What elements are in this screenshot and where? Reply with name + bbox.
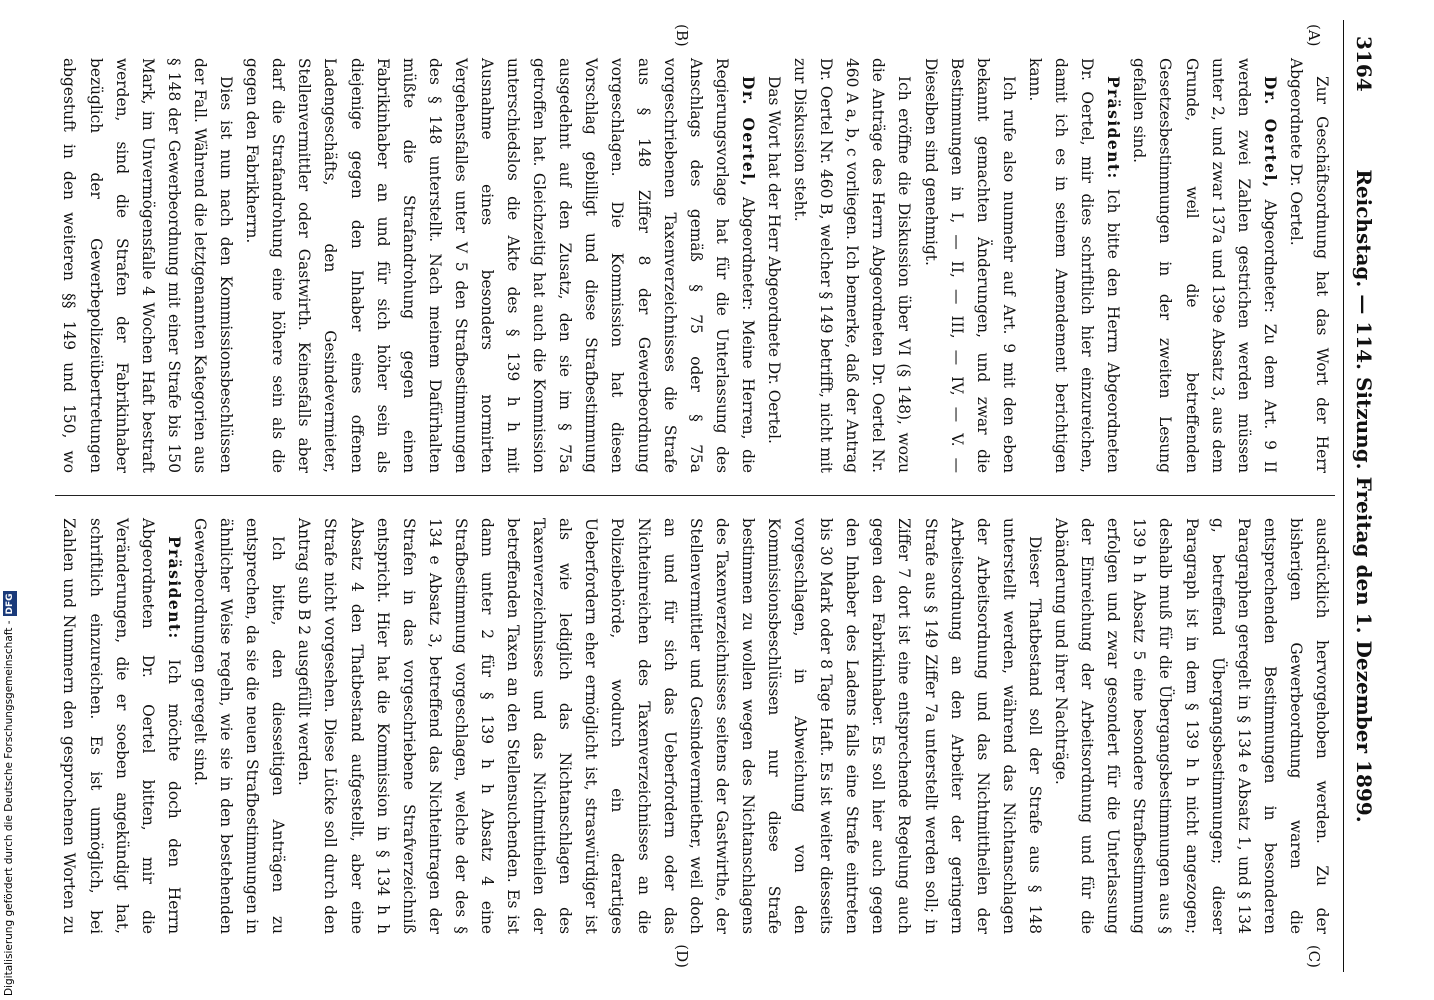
paragraph: Das Wort hat der Herr Abgeordnete Dr. Oertel. bbox=[765, 76, 784, 444]
printed-page bbox=[20, 0, 1414, 1000]
paragraph: Ich rufe also nunmehr auf Art. 9 mit den eben bekannt gemachten Änderungen, und zwar die Bestimmungen in I, — II, — III, — IV, — V. — Dieselben sind genehmigt. bbox=[921, 58, 1018, 473]
digitization-credit bbox=[0, 0, 20, 1000]
margin-marker-d: (D) bbox=[673, 944, 691, 968]
paragraph bbox=[55, 518, 187, 934]
paragraph bbox=[239, 58, 761, 473]
paragraph: Ich eröffne die Diskussion über VI (§ 148), wozu die Anträge des Herrn Abgeordneten Dr. Oertel Nr. 460 A a, b, c vorliegen. Ich bemerke, daß der Antrag Dr. Oertel Nr. 460 B, welcher § 149 betrifft, nicht mit zur Diskussion steht. bbox=[791, 58, 914, 473]
paragraph bbox=[1022, 58, 1126, 473]
speaker-name: Dr. Oertel, bbox=[738, 76, 757, 188]
speech-text: Ich möchte doch den Herrn Abgeordneten Dr. Oertel bitten, mir die Veränderungen, die er soeben angekündigt hat, schriftlich einzureichen. Es ist unmöglich, bei Zahlen und Nummern den gesprochenen Worten zu bbox=[60, 518, 183, 934]
speaker-name: Präsident: bbox=[164, 536, 183, 640]
paragraph: ausdrücklich hervorgehoben werden. Zu der bisherigen Gewerbeordnung waren die entsprechenden Bestimmungen in besonderen Paragraphen geregelt in § 134 e Absatz 1, und § 134 g, betreffend Übergangsbestimmungen; dieser Paragraph ist in dem § 139 h h nicht angezogen; deshalb muß für die Übergangsbestimmungen aus § 139 h h Absatz 5 eine besondere Strafbestimmung erfolgen und zwar gesondert für die Unterlassung der Einreichung der Arbeitsordnung und für die Abänderung und ihrer Nachträge. bbox=[1052, 518, 1331, 934]
paragraph: Zur Geschäftsordnung hat das Wort der Herr Abgeordnete Dr. Oertel. bbox=[1286, 58, 1331, 473]
speech-text: Abgeordneter: Meine Herren, die Regierungsvorlage hat für die Unterlassung des Anschlags des gemäß § 75 oder § 75a vorgeschriebenen Taxenverzeichnisses die Strafe aus § 148 Ziffer 8 der Gewerbeordnung vorgeschlagen. Die Kommission hat diesen Vorschlag gebilligt und diese Strafbestimmung ausgedehnt auf den Zusatz, den sie im § 75a getroffen hat. Gleichzeitig hat auch die Kommission unterschiedslos die Akte des § 139 h h mit Ausnahme eines besonders normirten Vergehensfalles unter V 5 den Strafbestimmungen des § 148 unterstellt. Nach meinem Dafürhalten müßte die Strafandrohung gegen einen Fabrikinhaber an und für sich höher sein als diejenige gegen den Inhaber eines offenen Ladengeschäfts, den Gesindevermieter, Stellenvermittler oder Gastwirth. Keinesfalls aber darf die Strafandrohung eine höhere sein als die gegen den Fabrikherrn. bbox=[243, 58, 757, 473]
paragraph: Ich bitte, den diesseitigen Anträgen zu entsprechen, da sie die neuen Strafbestimmungen in ähnlicher Weise regeln, wie sie in den bestehenden Gewerbeordnungen geregelt sind. bbox=[190, 518, 288, 934]
paragraph: Dies ist nun nach den Kommissionsbeschlüssen der Fall. Während die letztgenannten Kategorien aus § 148 der Gewerbeordnung mit einer Strafe bis 150 Mark, im Unvermögensfalle 4 Wochen Haft bestraft werden, sind die Strafen der Fabrikinhaber bezüglich der Gewerbepolizeiübertretungen abgestuft in den weiteren §§ 149 und 150, wo bbox=[60, 58, 236, 473]
left-column bbox=[55, 20, 1335, 496]
paragraph: Dieser Thatbestand soll der Strafe aus § 148 unterstellt werden, während das Nichtanschlagen der Arbeitsordnung und das Nichtmittheilen der Arbeitsordnung an den Arbeiter der geringern Strafe aus § 149 Ziffer 7a unterstellt werden soll; in Ziffer 7 dort ist eine entsprechende Regelung auch gegen den Fabrikinhaber. Es soll hier auch gegen den Inhaber des Ladens falls eine Strafe eintreten bis 30 Mark oder 8 Tage Haft. Es ist weiter diesseits vorgeschlagen, in Abweichung von den Kommissionsbeschlüssen nur diese Strafe bestimmen zu wollen wegen des Nichtanschlagens des Taxenverzeichnisses seitens der Gastwirthe, der Stellenvermittler und Gesindevermiether, weil doch an und für sich das Ueberfordern oder das Nichteinreichen des Taxenverzeichnisses an die Polizeibehörde, wodurch ein derartiges Ueberfordern eher ermöglicht ist, straswürdiger ist als wie lediglich das Nichtanschlagen des Taxenverzeichnisses und das Nichtmittheilen der betreffenden Taxen an den Stellensuchenden. Es ist dann unter 2 für § 139 h h Absatz 4 eine Strafbestimmung vorgeschlagen, welche der des § 134 e Absatz 3, betreffend das Nichteintragen der Strafen in das vorgeschriebene Strafverzeichniß entspricht. Hier hat die Kommission in § 134 h h Absatz 4 den Thatbestand aufgestellt, aber eine Strafe nicht vorgesehen. Diese Lücke soll durch den Antrag sub B 2 ausgefüllt werden. bbox=[295, 518, 1044, 934]
page-header bbox=[1343, 20, 1384, 972]
speech-text: Abgeordneter: Zu dem Art. 9 II werden zwei Zahlen gestrichen werden müssen unter 2, und zwar 137a und 139e Absatz 3, aus dem Grunde, weil die betreffenden Gesetzesbestimmungen in der zweiten Lesung gefallen sind. bbox=[1130, 58, 1279, 473]
running-title: Reichstag. — 114. Sitzung. Freitag den 1. Dezember 1899. bbox=[1352, 169, 1376, 823]
credit-text: Digitalisierung gefördert durch die Deutsche Forschungsgemeinschaft - bbox=[3, 620, 15, 996]
margin-marker-b: (B) bbox=[673, 24, 691, 47]
dfg-logo: DFG bbox=[5, 593, 15, 615]
text-columns bbox=[55, 20, 1335, 972]
margin-marker-a: (A) bbox=[1305, 24, 1323, 47]
margin-marker-c: (C) bbox=[1305, 944, 1323, 968]
speech-text: Ich bitte den Herrn Abgeordneten Dr. Oertel, mir dies schriftlich hier einzureichen, damit ich es in seinem Amendement berichtigen kann. bbox=[1025, 58, 1123, 473]
paragraph bbox=[1126, 58, 1283, 473]
right-column bbox=[55, 496, 1335, 972]
speaker-name: Präsident: bbox=[1104, 76, 1123, 180]
page-number: 3164 bbox=[1352, 36, 1376, 92]
speaker-name: Dr. Oertel, bbox=[1260, 76, 1279, 189]
